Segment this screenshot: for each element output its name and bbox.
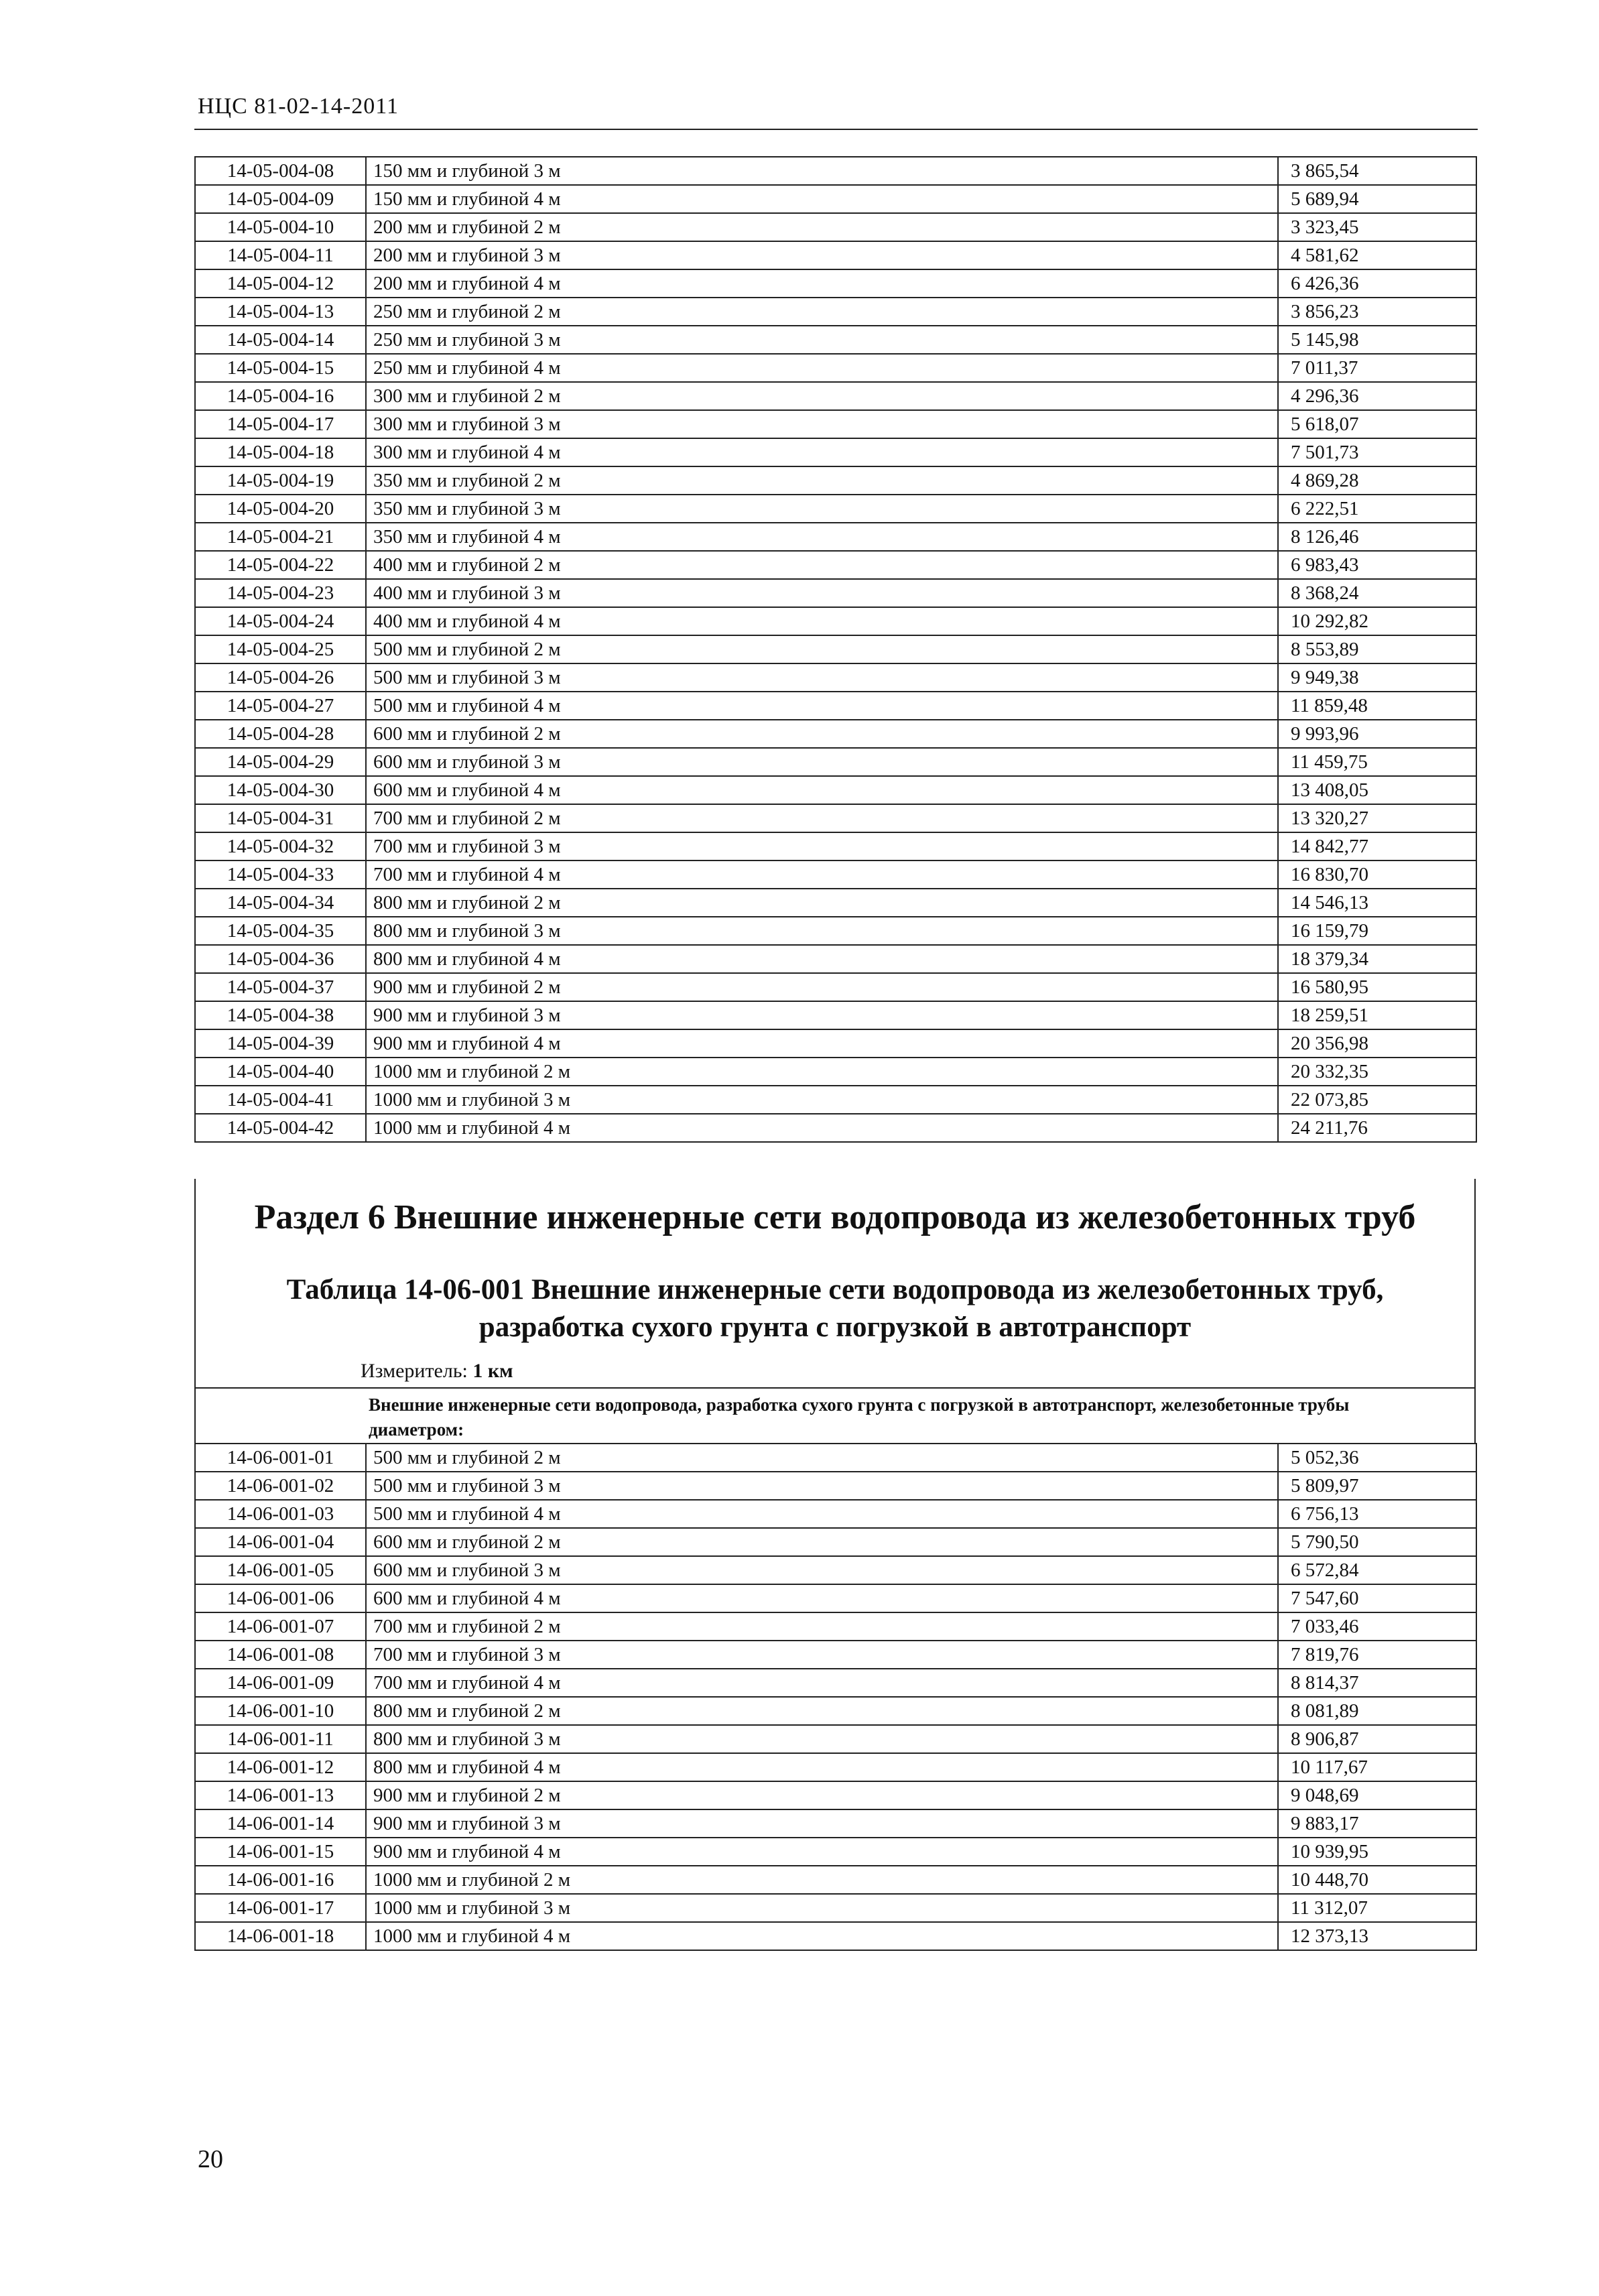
price-cell: 7 819,76: [1278, 1641, 1476, 1669]
description-cell: 900 мм и глубиной 4 м: [366, 1029, 1278, 1058]
rate-code-cell: 14-06-001-01: [195, 1444, 366, 1472]
table-row: [195, 326, 1476, 354]
table-row: [195, 889, 1476, 917]
rate-code-cell: 14-05-004-12: [195, 269, 366, 298]
price-cell: 5 790,50: [1278, 1528, 1476, 1556]
description-cell: 700 мм и глубиной 2 м: [366, 1612, 1278, 1641]
rate-code-cell: 14-05-004-15: [195, 354, 366, 382]
table-row: [195, 1029, 1476, 1058]
price-cell: 5 052,36: [1278, 1444, 1476, 1472]
price-cell: 10 939,95: [1278, 1838, 1476, 1866]
table-row: [195, 1781, 1476, 1809]
price-cell: 10 117,67: [1278, 1753, 1476, 1781]
price-cell: 6 983,43: [1278, 551, 1476, 579]
rate-code-cell: 14-05-004-27: [195, 692, 366, 720]
price-cell: 16 830,70: [1278, 860, 1476, 889]
description-cell: 150 мм и глубиной 4 м: [366, 185, 1278, 213]
description-cell: 200 мм и глубиной 2 м: [366, 213, 1278, 241]
price-cell: 16 159,79: [1278, 917, 1476, 945]
table-row: [195, 579, 1476, 607]
rate-code-cell: 14-05-004-35: [195, 917, 366, 945]
table-row: [195, 466, 1476, 495]
table-row: [195, 1838, 1476, 1866]
price-cell: 14 842,77: [1278, 832, 1476, 860]
table-row: [195, 1922, 1476, 1950]
rate-code-cell: 14-05-004-29: [195, 748, 366, 776]
price-cell: 9 949,38: [1278, 663, 1476, 692]
rate-code-cell: 14-05-004-23: [195, 579, 366, 607]
price-cell: 6 572,84: [1278, 1556, 1476, 1584]
description-cell: 150 мм и глубиной 3 м: [366, 157, 1278, 185]
description-cell: 300 мм и глубиной 4 м: [366, 438, 1278, 466]
table-row: [195, 438, 1476, 466]
table-row: [195, 410, 1476, 438]
table-row: [195, 1809, 1476, 1838]
rate-code-cell: 14-06-001-05: [195, 1556, 366, 1584]
price-cell: 3 323,45: [1278, 213, 1476, 241]
rate-code-cell: 14-05-004-13: [195, 298, 366, 326]
description-cell: 350 мм и глубиной 4 м: [366, 523, 1278, 551]
description-cell: 500 мм и глубиной 3 м: [366, 1472, 1278, 1500]
table-row: [195, 1697, 1476, 1725]
table-row: [195, 269, 1476, 298]
rate-code-cell: 14-05-004-17: [195, 410, 366, 438]
price-cell: 8 126,46: [1278, 523, 1476, 551]
price-cell: 20 356,98: [1278, 1029, 1476, 1058]
rate-code-cell: 14-06-001-02: [195, 1472, 366, 1500]
table-title-line-1: Таблица 14-06-001 Внешние инженерные сети водопровода из железобетонных труб,: [286, 1274, 1384, 1305]
price-cell: 11 312,07: [1278, 1894, 1476, 1922]
description-cell: 500 мм и глубиной 4 м: [366, 692, 1278, 720]
rate-code-cell: 14-05-004-37: [195, 973, 366, 1001]
section-header-box: [194, 1179, 1476, 1389]
price-cell: 7 501,73: [1278, 438, 1476, 466]
table-row: [195, 692, 1476, 720]
table-row: [195, 298, 1476, 326]
table-row: [195, 1058, 1476, 1086]
rate-code-cell: 14-05-004-10: [195, 213, 366, 241]
price-cell: 10 448,70: [1278, 1866, 1476, 1894]
description-cell: 1000 мм и глубиной 2 м: [366, 1058, 1278, 1086]
rate-code-cell: 14-05-004-19: [195, 466, 366, 495]
table-row: [195, 1753, 1476, 1781]
section-title: Раздел 6 Внешние инженерные сети водопровода из железобетонных труб: [254, 1198, 1416, 1236]
meter-unit: 1 км: [472, 1360, 513, 1382]
table-row: [195, 1866, 1476, 1894]
table-row: [195, 1612, 1476, 1641]
description-cell: 300 мм и глубиной 3 м: [366, 410, 1278, 438]
table-row: [195, 776, 1476, 804]
rate-code-cell: 14-06-001-16: [195, 1866, 366, 1894]
price-cell: 18 259,51: [1278, 1001, 1476, 1029]
price-cell: 5 689,94: [1278, 185, 1476, 213]
table-row: [195, 495, 1476, 523]
table-row: [195, 241, 1476, 269]
description-cell: 400 мм и глубиной 4 м: [366, 607, 1278, 635]
rate-code-cell: 14-05-004-26: [195, 663, 366, 692]
price-cell: 9 883,17: [1278, 1809, 1476, 1838]
table-row: [195, 382, 1476, 410]
price-cell: 8 906,87: [1278, 1725, 1476, 1753]
price-cell: 6 756,13: [1278, 1500, 1476, 1528]
table-row: [195, 607, 1476, 635]
rate-code-cell: 14-06-001-07: [195, 1612, 366, 1641]
rate-code-cell: 14-06-001-06: [195, 1584, 366, 1612]
description-cell: 250 мм и глубиной 4 м: [366, 354, 1278, 382]
table-title-line-2: разработка сухого грунта с погрузкой в автотранспорт: [478, 1312, 1192, 1343]
price-cell: 20 332,35: [1278, 1058, 1476, 1086]
description-cell: 600 мм и глубиной 4 м: [366, 1584, 1278, 1612]
rate-code-cell: 14-05-004-16: [195, 382, 366, 410]
price-cell: 13 408,05: [1278, 776, 1476, 804]
price-cell: 8 553,89: [1278, 635, 1476, 663]
rate-code-cell: 14-06-001-12: [195, 1753, 366, 1781]
rate-code-cell: 14-05-004-25: [195, 635, 366, 663]
table-row: [195, 663, 1476, 692]
description-cell: 800 мм и глубиной 3 м: [366, 1725, 1278, 1753]
description-cell: 500 мм и глубиной 4 м: [366, 1500, 1278, 1528]
price-cell: 18 379,34: [1278, 945, 1476, 973]
description-cell: 200 мм и глубиной 4 м: [366, 269, 1278, 298]
table-row: [195, 185, 1476, 213]
price-cell: 6 426,36: [1278, 269, 1476, 298]
description-cell: 600 мм и глубиной 4 м: [366, 776, 1278, 804]
description-cell: 700 мм и глубиной 2 м: [366, 804, 1278, 832]
rate-code-cell: 14-06-001-10: [195, 1697, 366, 1725]
description-cell: 1000 мм и глубиной 4 м: [366, 1114, 1278, 1142]
price-cell: 11 859,48: [1278, 692, 1476, 720]
table-row: [195, 1669, 1476, 1697]
rate-code-cell: 14-05-004-42: [195, 1114, 366, 1142]
price-table-14-06-001: [194, 1443, 1477, 1951]
rate-code-cell: 14-05-004-24: [195, 607, 366, 635]
price-cell: 24 211,76: [1278, 1114, 1476, 1142]
rate-code-cell: 14-06-001-18: [195, 1922, 366, 1950]
description-cell: 350 мм и глубиной 3 м: [366, 495, 1278, 523]
rate-code-cell: 14-05-004-08: [195, 157, 366, 185]
description-cell: 900 мм и глубиной 4 м: [366, 1838, 1278, 1866]
table-row: [195, 354, 1476, 382]
price-cell: 5 618,07: [1278, 410, 1476, 438]
price-table-section-5: [194, 156, 1477, 1143]
price-cell: 7 547,60: [1278, 1584, 1476, 1612]
table-row: [195, 1556, 1476, 1584]
rate-code-cell: 14-05-004-39: [195, 1029, 366, 1058]
description-cell: 250 мм и глубиной 2 м: [366, 298, 1278, 326]
price-cell: 9 993,96: [1278, 720, 1476, 748]
rate-code-cell: 14-06-001-11: [195, 1725, 366, 1753]
price-cell: 10 292,82: [1278, 607, 1476, 635]
price-cell: 3 865,54: [1278, 157, 1476, 185]
price-cell: 7 033,46: [1278, 1612, 1476, 1641]
table-body: [195, 1444, 1476, 1950]
description-cell: 500 мм и глубиной 3 м: [366, 663, 1278, 692]
rate-code-cell: 14-05-004-36: [195, 945, 366, 973]
table-row: [195, 1641, 1476, 1669]
table-row: [195, 635, 1476, 663]
rate-code-cell: 14-06-001-04: [195, 1528, 366, 1556]
table-row: [195, 157, 1476, 185]
table-row: [195, 748, 1476, 776]
price-cell: 12 373,13: [1278, 1922, 1476, 1950]
price-cell: 22 073,85: [1278, 1086, 1476, 1114]
table-row: [195, 213, 1476, 241]
description-cell: 400 мм и глубиной 2 м: [366, 551, 1278, 579]
table-row: [195, 551, 1476, 579]
description-cell: 800 мм и глубиной 4 м: [366, 945, 1278, 973]
unit-of-measure: [361, 1360, 513, 1383]
description-cell: 500 мм и глубиной 2 м: [366, 635, 1278, 663]
price-cell: 7 011,37: [1278, 354, 1476, 382]
rate-code-cell: 14-05-004-33: [195, 860, 366, 889]
rate-code-cell: 14-05-004-40: [195, 1058, 366, 1086]
table-row: [195, 1086, 1476, 1114]
rate-code-cell: 14-06-001-03: [195, 1500, 366, 1528]
description-cell: 800 мм и глубиной 4 м: [366, 1753, 1278, 1781]
table-row: [195, 1500, 1476, 1528]
table-row: [195, 1725, 1476, 1753]
description-cell: 900 мм и глубиной 2 м: [366, 1781, 1278, 1809]
table-title: [196, 1271, 1474, 1346]
table-row: [195, 832, 1476, 860]
table-description: Внешние инженерные сети водопровода, разработка сухого грунта с погрузкой в автотранспорт, железобетонные трубы диаметром:: [369, 1395, 1350, 1440]
table-body: [195, 157, 1476, 1142]
table-row: [195, 860, 1476, 889]
description-cell: 200 мм и глубиной 3 м: [366, 241, 1278, 269]
rate-code-cell: 14-05-004-21: [195, 523, 366, 551]
rate-code-cell: 14-06-001-17: [195, 1894, 366, 1922]
rate-code-cell: 14-05-004-34: [195, 889, 366, 917]
document-code: НЦС 81-02-14-2011: [198, 94, 399, 119]
description-cell: 700 мм и глубиной 4 м: [366, 860, 1278, 889]
description-cell: 600 мм и глубиной 2 м: [366, 1528, 1278, 1556]
rate-code-cell: 14-05-004-20: [195, 495, 366, 523]
description-cell: 1000 мм и глубиной 2 м: [366, 1866, 1278, 1894]
description-cell: 250 мм и глубиной 3 м: [366, 326, 1278, 354]
description-cell: 800 мм и глубиной 3 м: [366, 917, 1278, 945]
table-row: [195, 1472, 1476, 1500]
price-cell: 3 856,23: [1278, 298, 1476, 326]
rate-code-cell: 14-06-001-13: [195, 1781, 366, 1809]
table-row: [195, 1528, 1476, 1556]
price-cell: 4 869,28: [1278, 466, 1476, 495]
table-row: [195, 1444, 1476, 1472]
header-divider: [194, 129, 1478, 130]
rate-code-cell: 14-05-004-22: [195, 551, 366, 579]
price-cell: 13 320,27: [1278, 804, 1476, 832]
price-cell: 8 368,24: [1278, 579, 1476, 607]
price-cell: 9 048,69: [1278, 1781, 1476, 1809]
description-cell: 900 мм и глубиной 3 м: [366, 1001, 1278, 1029]
table-row: [195, 1114, 1476, 1142]
rate-code-cell: 14-06-001-14: [195, 1809, 366, 1838]
rate-code-cell: 14-06-001-09: [195, 1669, 366, 1697]
description-cell: 350 мм и глубиной 2 м: [366, 466, 1278, 495]
rate-code-cell: 14-05-004-38: [195, 1001, 366, 1029]
price-cell: 11 459,75: [1278, 748, 1476, 776]
page-number: 20: [198, 2145, 223, 2173]
description-cell: 600 мм и глубиной 3 м: [366, 1556, 1278, 1584]
table-row: [195, 1894, 1476, 1922]
table-row: [195, 720, 1476, 748]
price-cell: 16 580,95: [1278, 973, 1476, 1001]
rate-code-cell: 14-05-004-11: [195, 241, 366, 269]
rate-code-cell: 14-05-004-18: [195, 438, 366, 466]
description-cell: 600 мм и глубиной 2 м: [366, 720, 1278, 748]
rate-code-cell: 14-05-004-32: [195, 832, 366, 860]
rate-code-cell: 14-05-004-14: [195, 326, 366, 354]
description-cell: 800 мм и глубиной 2 м: [366, 1697, 1278, 1725]
price-cell: 8 814,37: [1278, 1669, 1476, 1697]
table-row: [195, 1001, 1476, 1029]
description-cell: 500 мм и глубиной 2 м: [366, 1444, 1278, 1472]
table-row: [195, 917, 1476, 945]
price-cell: 6 222,51: [1278, 495, 1476, 523]
rate-code-cell: 14-05-004-28: [195, 720, 366, 748]
description-cell: 600 мм и глубиной 3 м: [366, 748, 1278, 776]
description-cell: 800 мм и глубиной 2 м: [366, 889, 1278, 917]
price-cell: 5 145,98: [1278, 326, 1476, 354]
price-cell: 5 809,97: [1278, 1472, 1476, 1500]
table-row: [195, 973, 1476, 1001]
price-cell: 14 546,13: [1278, 889, 1476, 917]
rate-code-cell: 14-05-004-30: [195, 776, 366, 804]
description-cell: 900 мм и глубиной 2 м: [366, 973, 1278, 1001]
table-description-box: [194, 1387, 1476, 1444]
rate-code-cell: 14-05-004-09: [195, 185, 366, 213]
rate-code-cell: 14-05-004-31: [195, 804, 366, 832]
price-cell: 4 296,36: [1278, 382, 1476, 410]
description-cell: 700 мм и глубиной 3 м: [366, 832, 1278, 860]
table-row: [195, 1584, 1476, 1612]
rate-code-cell: 14-06-001-15: [195, 1838, 366, 1866]
table-row: [195, 804, 1476, 832]
description-cell: 900 мм и глубиной 3 м: [366, 1809, 1278, 1838]
meter-label: Измеритель:: [361, 1360, 468, 1382]
table-row: [195, 523, 1476, 551]
rate-code-cell: 14-06-001-08: [195, 1641, 366, 1669]
rate-code-cell: 14-05-004-41: [195, 1086, 366, 1114]
description-cell: 700 мм и глубиной 3 м: [366, 1641, 1278, 1669]
description-cell: 300 мм и глубиной 2 м: [366, 382, 1278, 410]
price-cell: 8 081,89: [1278, 1697, 1476, 1725]
description-cell: 1000 мм и глубиной 3 м: [366, 1894, 1278, 1922]
description-cell: 700 мм и глубиной 4 м: [366, 1669, 1278, 1697]
price-cell: 4 581,62: [1278, 241, 1476, 269]
description-cell: 1000 мм и глубиной 3 м: [366, 1086, 1278, 1114]
description-cell: 1000 мм и глубиной 4 м: [366, 1922, 1278, 1950]
description-cell: 400 мм и глубиной 3 м: [366, 579, 1278, 607]
table-row: [195, 945, 1476, 973]
